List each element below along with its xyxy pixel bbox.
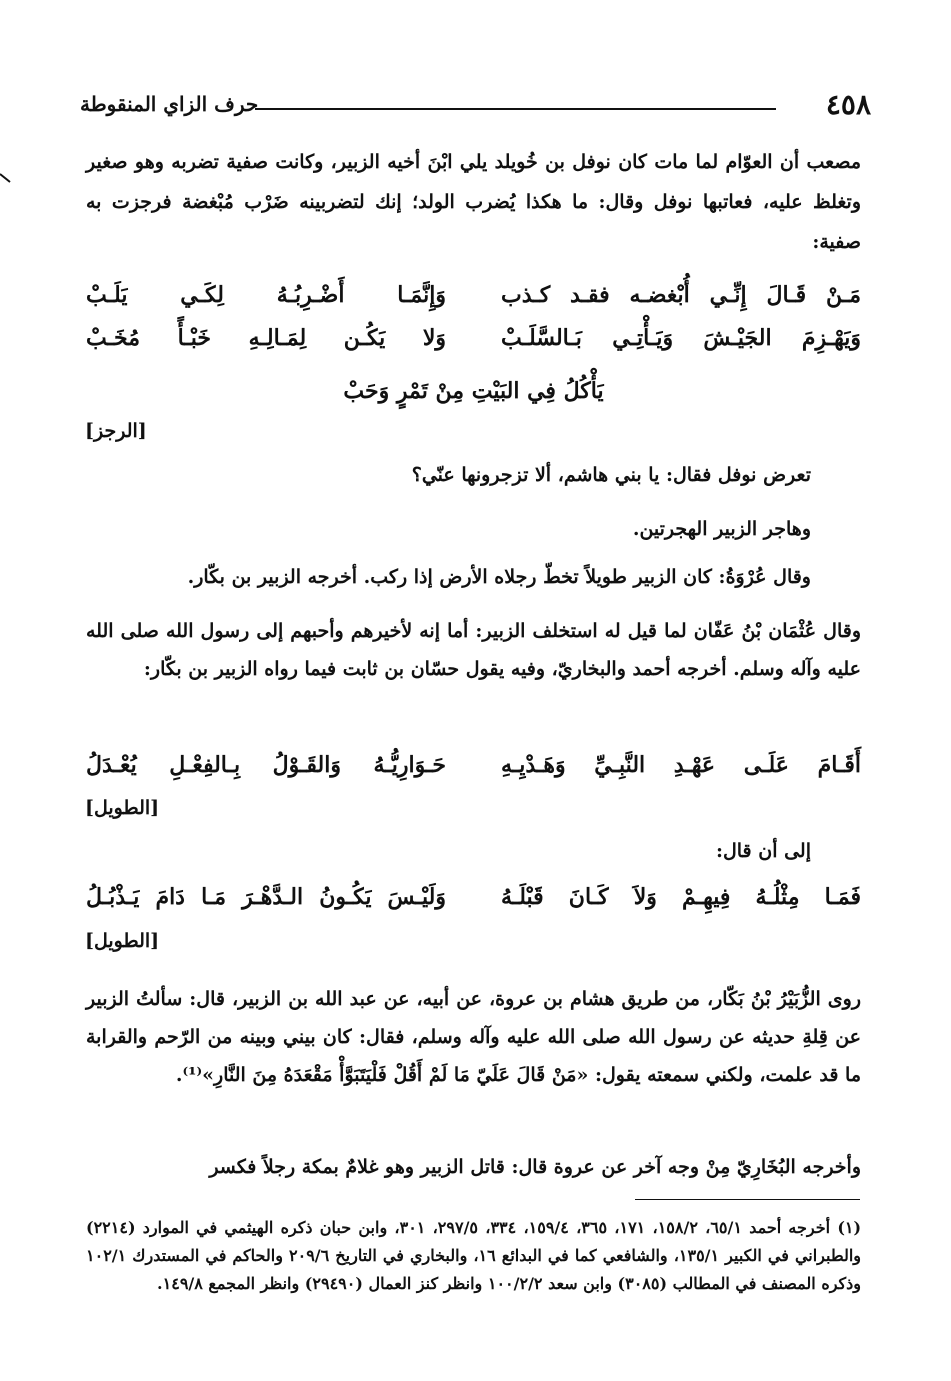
verse-2-left-hemistich: وَلا يَكُـن لِمَـالِـهِ خَبْـأً مُخَـبْ	[86, 325, 446, 351]
verse-1-right-hemistich: مَـنْ قَـالَ إِنِّـي أُبْغضـه فقـد كـذب	[501, 282, 861, 308]
paragraph-ila-an-qal: إلى أن قال:	[715, 840, 811, 862]
paragraph-nawfal: تعرض نوفل فقال: يا بني هاشم، ألا تزجرونها عنّي؟	[411, 464, 811, 486]
footnote-1: (١) أخرجه أحمد ٦٥/١، ١٥٨/٢، ١٧١، ٣٦٥، ١٥٩/٤، ٣٣٤، ٢٩٧/٥، ٣٠١، وابن حبان ذكره الهيثمي في الموارد (٢٢١٤) والطبراني في الكبير ١٣٥/١، والشافعي كما في البدائع ١٦، والبخاري في التاريخ ٢٠٩/٦ والحاكم في المستدرك ١٠٢/١ وذكره المصنف في المطالب (٣٠٨٥) وابن سعد ١٠٠/٢/٢ وانظر كنز العمال (٢٩٤٩٠) وانظر المجمع ١٤٩/٨.	[86, 1218, 862, 1293]
verse-row-2	[86, 325, 861, 365]
meter-label-tawil-1: [الطويل]	[85, 797, 160, 819]
footnote-rule	[635, 1199, 860, 1200]
verse-1-left-hemistich: وَإِنَّمَـا أَضْـرِبُـهُ لِكَـي يَلَـبْ	[86, 282, 446, 308]
verse-4-right-hemistich: أَقَـامَ عَلَـى عَهْـدِ النَّبِـيِّ وَهَـدْيِـهِ	[501, 752, 861, 778]
paragraph-hadith: روى الزُّبَيْرُ بْنُ بَكّار، من طريق هشام بن عروة، عن أبيه، عن عبد الله بن الزبير، قال: سألتُ الزبير عن قِلةِ حديثه عن رسول الله صلى الله عليه وآله وسلم، فقال: كان بيني وبينه من الرّحم والقرابة ما قد علمت، ولكني سمعته يقول: «مَنْ قَالَ عَلَيّ مَا لَمْ أَقُلْ فَلْيَتَبَوَّأْ مَقْعَدَهُ مِنَ النَّارِ»⁽¹⁾.	[86, 988, 861, 1086]
margin-mark-icon	[0, 172, 14, 186]
verse-4-left-hemistich: حَـوَارِيُّـهُ وَالقَـوْلُ بِـالفِعْـلِ يُعْـدَلُ	[86, 752, 446, 778]
verse-row-5	[86, 884, 861, 924]
verse-3-centered: يَأْكُلُ فِي البَيْتِ مِنْ تَمْرٍ وَحَبْ	[343, 378, 604, 404]
header-rule	[255, 108, 776, 110]
verse-5-left-hemistich: وَلَيْـسَ يَكُـونُ الـدَّهْـرَ مَـا دَامَ يَـذْبُـلُ	[86, 884, 446, 910]
paragraph-uthman: وقال عُثْمَان بْنُ عَفّان لما قيل له استخلف الزبير: أما إنه لأخيرهم وأحبهم إلى رسول الله صلى الله عليه وآله وسلم. أخرجه أحمد والبخاريّ، وفيه يقول حسّان بن ثابت فيما رواه الزبير بن بكّار:	[86, 620, 861, 680]
verse-row-4	[86, 752, 861, 792]
page-number: ٤٥٨	[825, 88, 871, 121]
paragraph-bukhari: وأخرجه البُخَارِيّ مِنْ وجه آخر عن عروة قال: قاتل الزبير وهو غلامٌ بمكة رجلاً فكسر	[209, 1156, 861, 1178]
paragraph-urwa: وقال عُرْوَةُ: كان الزبير طويلاً تخطّ رجلاه الأرض إذا ركب. أخرجه الزبير بن بكّار.	[187, 566, 811, 588]
paragraph-hijra: وهاجر الزبير الهجرتين.	[632, 518, 811, 540]
paragraph-intro: مصعب أن العوّام لما مات كان نوفل بن خُويلد يلي ابْنَ أخيه الزبير، وكانت صفية تضربه وهو صغير وتغلظ عليه، فعاتبها نوفل وقال: ما هكذا يُضرب الولد؛ إنك لتضربينه ضَرْب مُبْغضة فرجزت به صفية:	[86, 151, 861, 253]
meter-label-rajaz: [الرجز]	[85, 420, 147, 442]
verse-5-right-hemistich: فَمَـا مِثْلُـهُ فِيهِـمْ وَلاَ كَـانَ قَبْلَـهُ	[501, 884, 861, 910]
meter-label-tawil-2: [الطويل]	[85, 930, 160, 952]
running-title: حرف الزاي المنقوطة	[80, 92, 259, 116]
verse-row-1	[86, 282, 861, 322]
verse-2-right-hemistich: وَيَهْـزِمَ الجَيْـشَ وَيَـأْتِـي بَـالسَّلَـبْ	[501, 325, 861, 351]
